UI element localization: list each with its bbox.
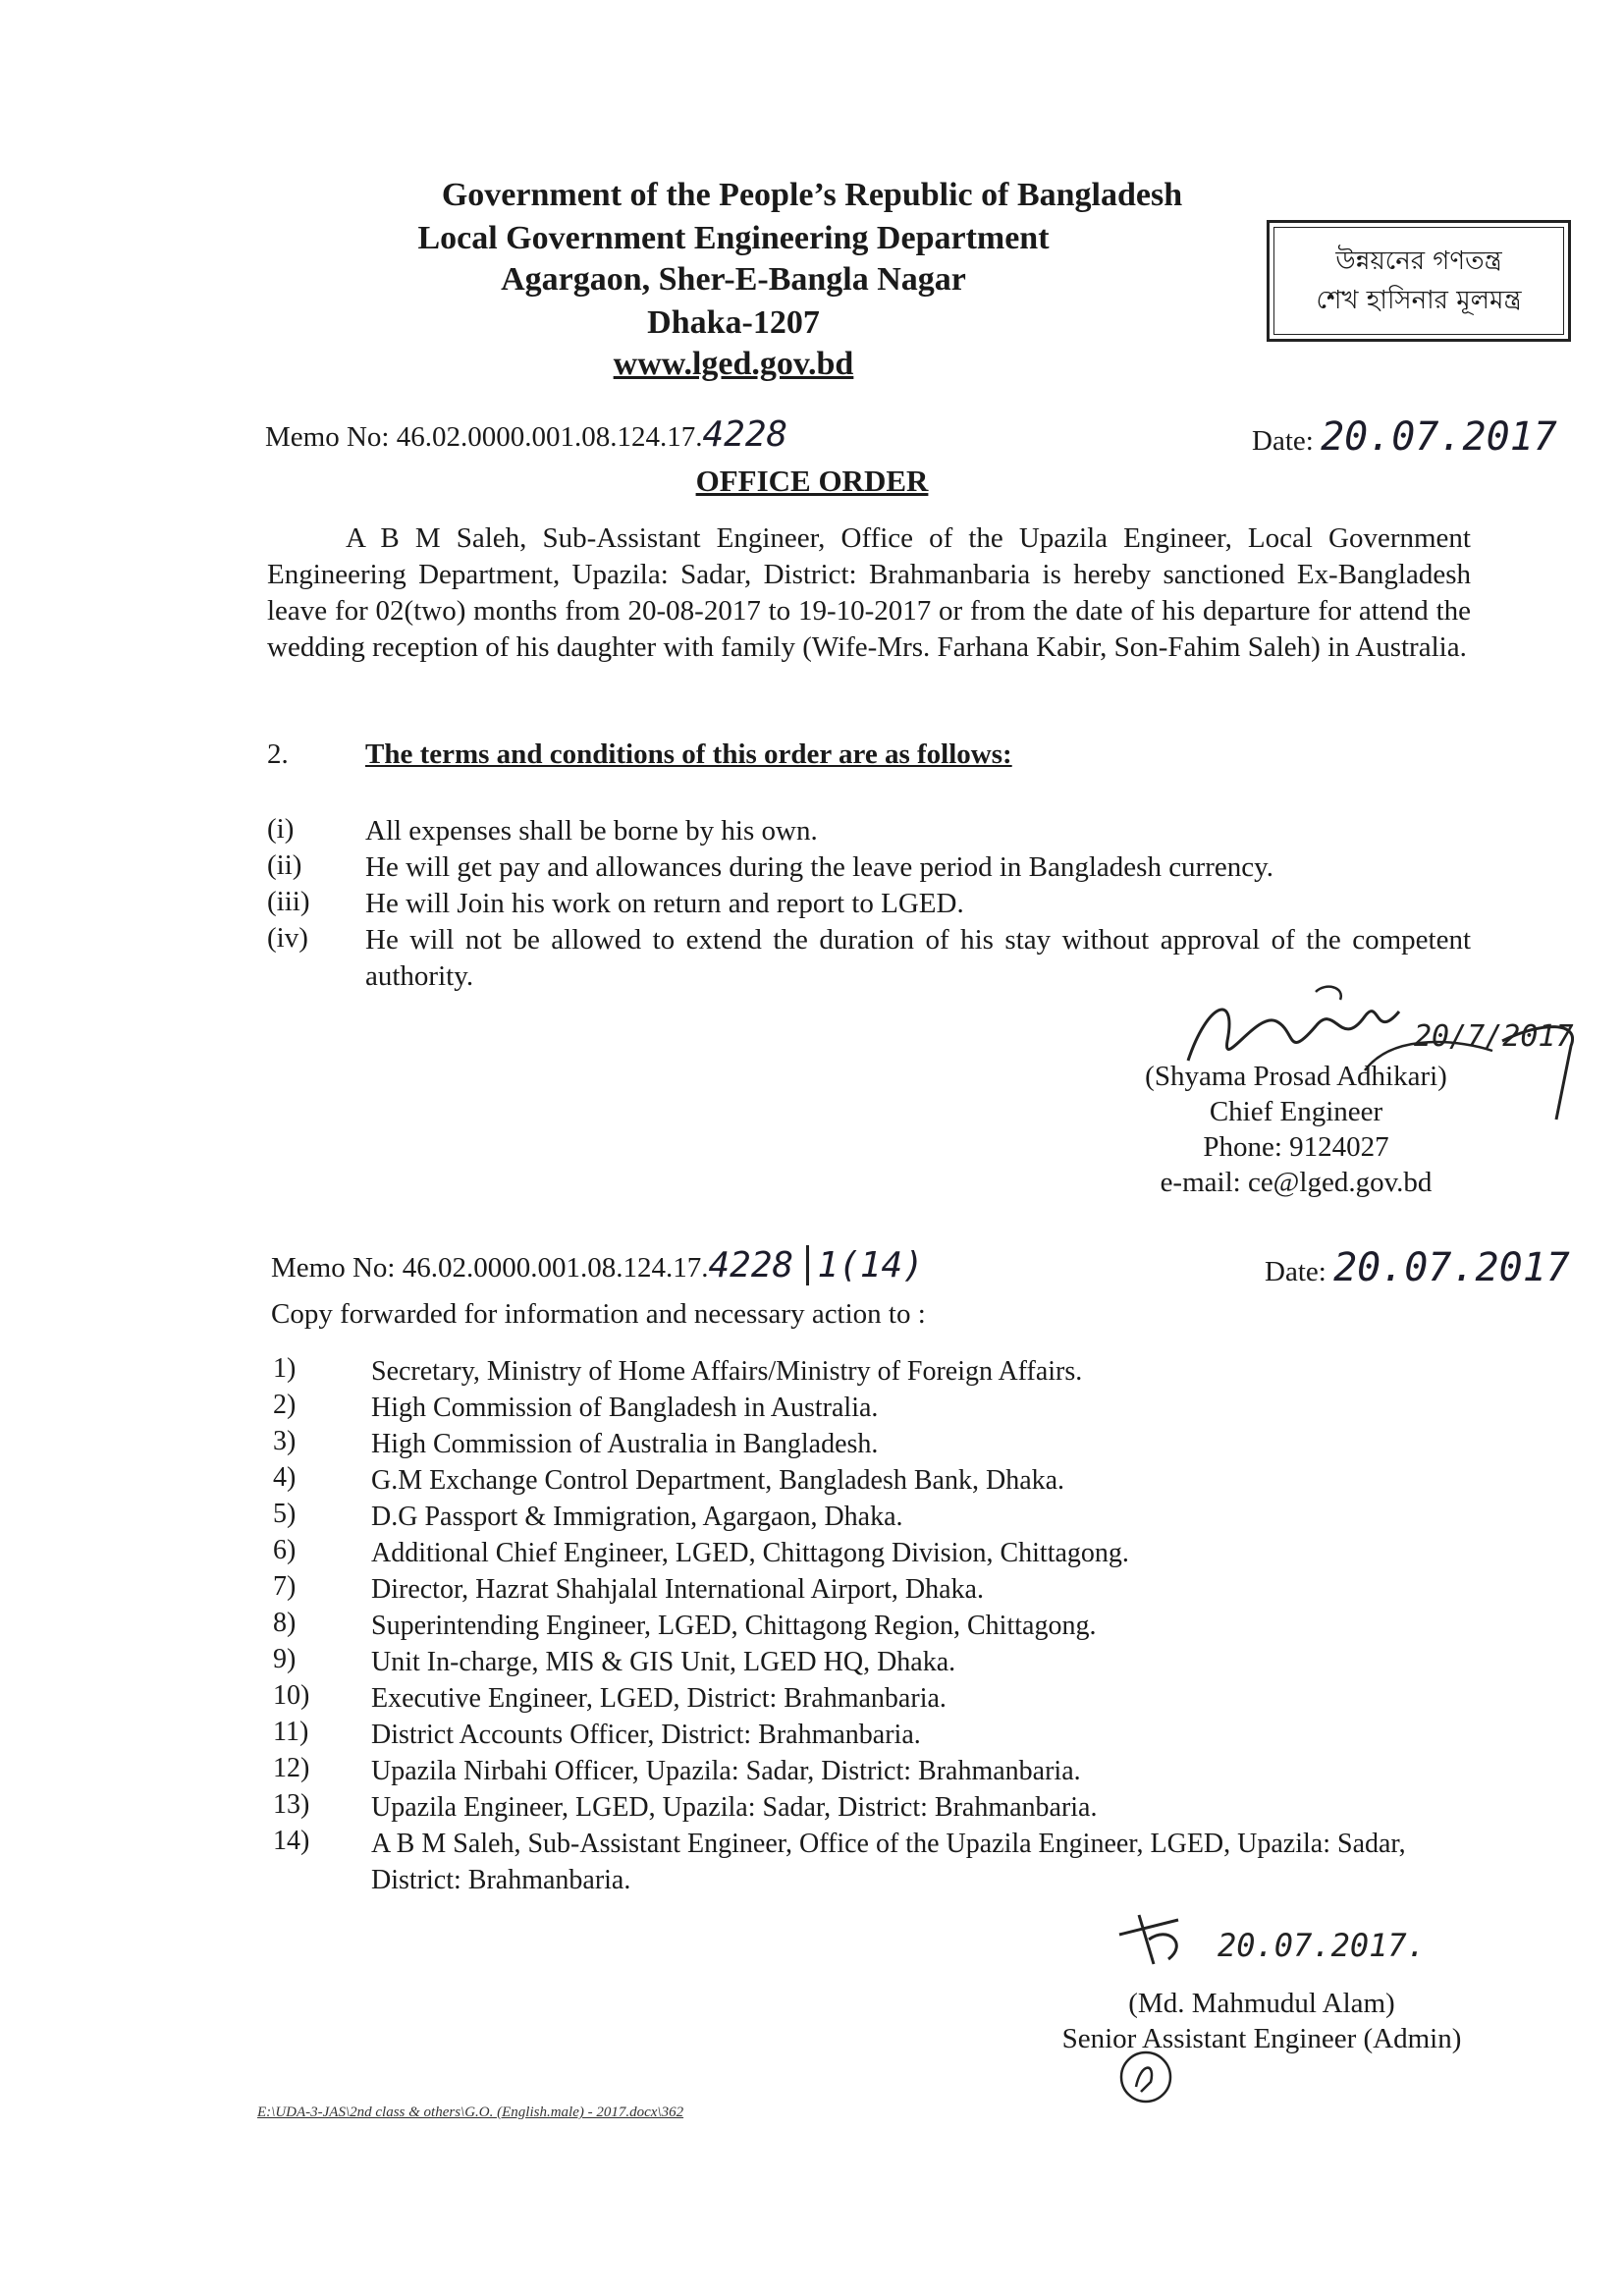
item-number: 14) (273, 1826, 310, 1856)
item-number: 2) (273, 1390, 297, 1420)
item-number: 12) (273, 1753, 310, 1783)
memo-number (265, 414, 787, 455)
item-text: D.G Passport & Immigration, Agargaon, Dhaka. (371, 1502, 903, 1532)
header-department: Local Government Engineering Department (417, 220, 1050, 256)
memo-prefix: Memo No: 46.02.0000.001.08.124.17. (265, 421, 703, 453)
date-label: Date: (1265, 1256, 1326, 1287)
signatory-block-2 (1001, 1986, 1522, 2056)
header-government: Government of the People’s Republic of Bangladesh (441, 177, 1183, 213)
item-number: 8) (273, 1608, 297, 1638)
item-text: High Commission of Australia in Bangladesh. (371, 1429, 879, 1459)
signature-date: 20.07.2017. (1218, 1927, 1426, 1964)
item-number: 11) (273, 1717, 309, 1747)
item-number: 5) (273, 1499, 297, 1529)
item-number: 13) (273, 1789, 310, 1820)
signatory-email: e-mail: ce@lged.gov.bd (1160, 1167, 1433, 1198)
terms-heading: The terms and conditions of this order are as follows: (365, 738, 1012, 770)
item-number: 1) (273, 1353, 297, 1384)
memo-handwritten-number: 4228 (708, 1245, 794, 1285)
item-text: Superintending Engineer, LGED, Chittagong Region, Chittagong. (371, 1611, 1097, 1641)
signatory-phone: Phone: 9124027 (1203, 1131, 1389, 1163)
header-website: www.lged.gov.bd (613, 346, 854, 382)
term-number: (i) (267, 813, 295, 845)
file-path-footer: E:\UDA-3-JAS\2nd class & others\G.O. (English.male) - 2017.docx\362 (257, 2105, 684, 2120)
memo-handwritten-suffix: 1(14) (806, 1245, 923, 1285)
term-text: He will Join his work on return and report to LGED. (365, 888, 964, 919)
item-text: Director, Hazrat Shahjalal International Airport, Dhaka. (371, 1574, 984, 1605)
item-number: 10) (273, 1680, 310, 1711)
slogan-line-1: উন্নয়নের গণতন্ত্র (1335, 246, 1502, 276)
item-text: Unit In-charge, MIS & GIS Unit, LGED HQ, Dhaka. (371, 1647, 956, 1677)
term-number: (iii) (267, 886, 310, 917)
office-order-title: OFFICE ORDER (695, 464, 929, 498)
initials-mark-icon (1111, 2043, 1180, 2111)
item-text: Upazila Nirbahi Officer, Upazila: Sadar, District: Brahmanbaria. (371, 1756, 1081, 1786)
memo-number-2 (271, 1245, 924, 1285)
item-number: 7) (273, 1571, 297, 1602)
term-text: He will get pay and allowances during the leave period in Bangladesh currency. (365, 851, 1273, 883)
header-address: Agargaon, Sher-E-Bangla Nagar (501, 261, 966, 298)
signatory-designation: Chief Engineer (1209, 1096, 1383, 1127)
signatory-name: (Shyama Prosad Adhikari) (1145, 1061, 1447, 1092)
memo-date (1252, 414, 1557, 460)
signature-date: 20/7/2017 (1414, 1019, 1574, 1054)
memo-date-2 (1265, 1245, 1570, 1290)
memo-prefix: Memo No: 46.02.0000.001.08.124.17. (271, 1252, 709, 1284)
item-number: 4) (273, 1462, 297, 1493)
item-text: A B M Saleh, Sub-Assistant Engineer, Office of the Upazila Engineer, LGED, Upazila: Sadar, District: Brahmanbaria. (371, 1829, 1406, 1895)
copy-intro: Copy forwarded for information and necessary action to : (271, 1298, 926, 1330)
item-number: 6) (273, 1535, 297, 1565)
item-text: G.M Exchange Control Department, Bangladesh Bank, Dhaka. (371, 1465, 1065, 1496)
term-number: (ii) (267, 849, 302, 881)
item-text: High Commission of Bangladesh in Australia. (371, 1393, 879, 1423)
item-text: Upazila Engineer, LGED, Upazila: Sadar, District: Brahmanbaria. (371, 1792, 1098, 1823)
section-number: 2. (267, 738, 289, 770)
item-number: 3) (273, 1426, 297, 1456)
term-text: All expenses shall be borne by his own. (365, 815, 818, 847)
item-text: Executive Engineer, LGED, District: Brahmanbaria. (371, 1683, 947, 1714)
item-text: District Accounts Officer, District: Brahmanbaria. (371, 1720, 921, 1750)
item-text: Additional Chief Engineer, LGED, Chittagong Division, Chittagong. (371, 1538, 1129, 1568)
signatory-designation: Senior Assistant Engineer (Admin) (1061, 2023, 1462, 2054)
slogan-box (1267, 220, 1571, 342)
header-city: Dhaka-1207 (647, 304, 820, 341)
slogan-line-2: শেখ হাসিনার মূলমন্ত্র (1316, 286, 1522, 315)
item-text: Secretary, Ministry of Home Affairs/Ministry of Foreign Affairs. (371, 1356, 1083, 1387)
date-handwritten: 20.07.2017 (1321, 414, 1557, 460)
signatory-block-1 (1085, 1059, 1507, 1200)
signatory-name: (Md. Mahmudul Alam) (1128, 1988, 1395, 2019)
date-label: Date: (1252, 425, 1314, 457)
date-handwritten: 20.07.2017 (1333, 1245, 1570, 1290)
term-number: (iv) (267, 922, 308, 954)
item-number: 9) (273, 1644, 297, 1674)
memo-handwritten-number: 4228 (702, 414, 788, 455)
body-paragraph: A B M Saleh, Sub-Assistant Engineer, Office of the Upazila Engineer, Local Government Engineering Department, Upazila: Sadar, District: Brahmanbaria is hereby sanctioned Ex-Bangladesh leave for 02(two) months from 20-08-2017 to 19-10-2017 or from the date of his departure for attend the wedding reception of his daughter with family (Wife-Mrs. Farhana Kabir, Son-Fahim Saleh) in Australia. (267, 522, 1471, 663)
term-text: He will not be allowed to extend the duration of his stay without approval of the competent authority. (365, 924, 1471, 992)
signature-senior-assistant-engineer (1110, 1905, 1542, 1984)
